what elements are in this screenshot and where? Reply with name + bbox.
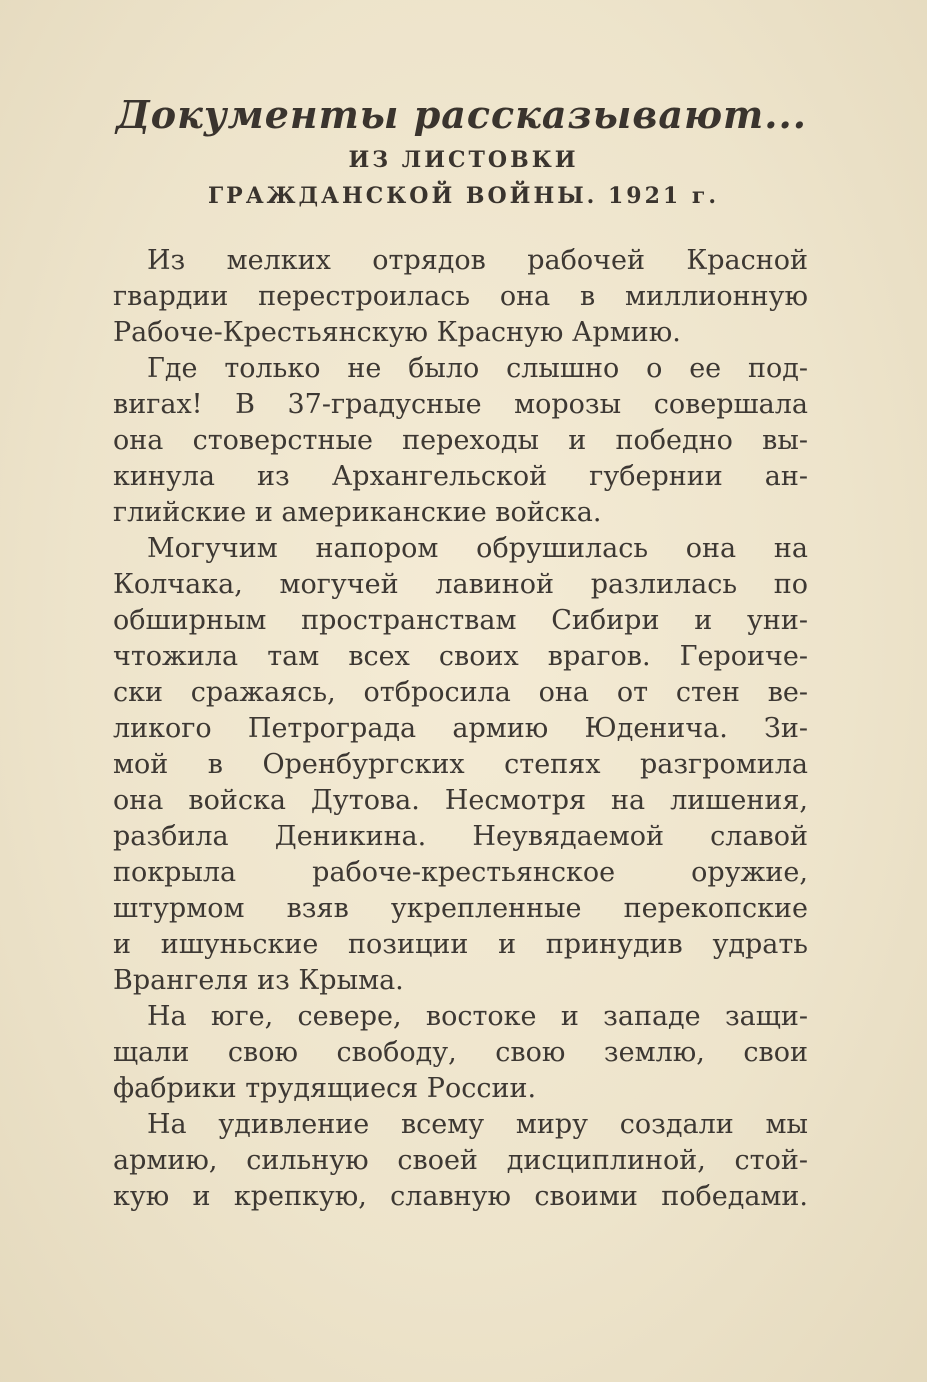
text-line: Врангеля из Крыма. bbox=[113, 965, 404, 996]
text-line: Колчака, могучей лавиной разлилась по bbox=[113, 569, 808, 600]
text-line: армию, сильную своей дисциплиной, стой- bbox=[113, 1145, 808, 1176]
text-line: вигах! В 37-градусные морозы совершала bbox=[113, 389, 808, 420]
text-line: она стоверстные переходы и победно вы- bbox=[113, 425, 808, 456]
text-line: Где только не было слышно о ее под- bbox=[147, 353, 808, 384]
text-line: она войска Дутова. Несмотря на лишения, bbox=[113, 785, 808, 816]
text-line: штурмом взяв укрепленные перекопские bbox=[113, 893, 808, 924]
text-line: глийские и американские войска. bbox=[113, 497, 602, 528]
document-title: Документы рассказывают... bbox=[116, 92, 807, 137]
text-line: Могучим напором обрушилась она на bbox=[147, 533, 808, 564]
text-line: и ишуньские позиции и принудив удрать bbox=[113, 929, 808, 960]
text-line: мой в Оренбургских степях разгромила bbox=[113, 749, 808, 780]
text-line: кинула из Архангельской губернии ан- bbox=[113, 461, 808, 492]
text-line: фабрики трудящиеся России. bbox=[113, 1073, 537, 1104]
text-line: На юге, севере, востоке и западе защи- bbox=[147, 1001, 808, 1032]
text-line: кую и крепкую, славную своими победами. bbox=[113, 1181, 808, 1212]
paragraph-5 bbox=[113, 1107, 808, 1215]
text-line: Из мелких отрядов рабочей Красной bbox=[147, 245, 808, 276]
text-line: обширным пространствам Сибири и уни- bbox=[113, 605, 808, 636]
text-line: покрыла рабоче-крестьянское оружие, bbox=[113, 857, 808, 888]
paragraph-2 bbox=[113, 351, 808, 531]
text-line: Рабоче-Крестьянскую Красную Армию. bbox=[113, 317, 681, 348]
text-line: чтожила там всех своих врагов. Героиче- bbox=[113, 641, 808, 672]
text-line: разбила Деникина. Неувядаемой славой bbox=[113, 821, 808, 852]
paragraph-4 bbox=[113, 999, 808, 1107]
text-line: гвардии перестроилась она в миллионную bbox=[113, 281, 808, 312]
text-line: На удивление всему миру создали мы bbox=[147, 1109, 808, 1140]
text-line: щали свою свободу, свою землю, свои bbox=[113, 1037, 808, 1068]
document-body bbox=[113, 243, 808, 1215]
text-line: ски сражаясь, отбросила она от стен ве- bbox=[113, 677, 808, 708]
paragraph-3 bbox=[113, 531, 808, 999]
text-line: ликого Петрограда армию Юденича. Зи- bbox=[113, 713, 808, 744]
document-subtitle-line-2: ГРАЖДАНСКОЙ ВОЙНЫ. 1921 г. bbox=[207, 183, 720, 209]
document-subtitle-line-1: ИЗ ЛИСТОВКИ bbox=[348, 147, 579, 173]
paragraph-1 bbox=[113, 243, 808, 351]
